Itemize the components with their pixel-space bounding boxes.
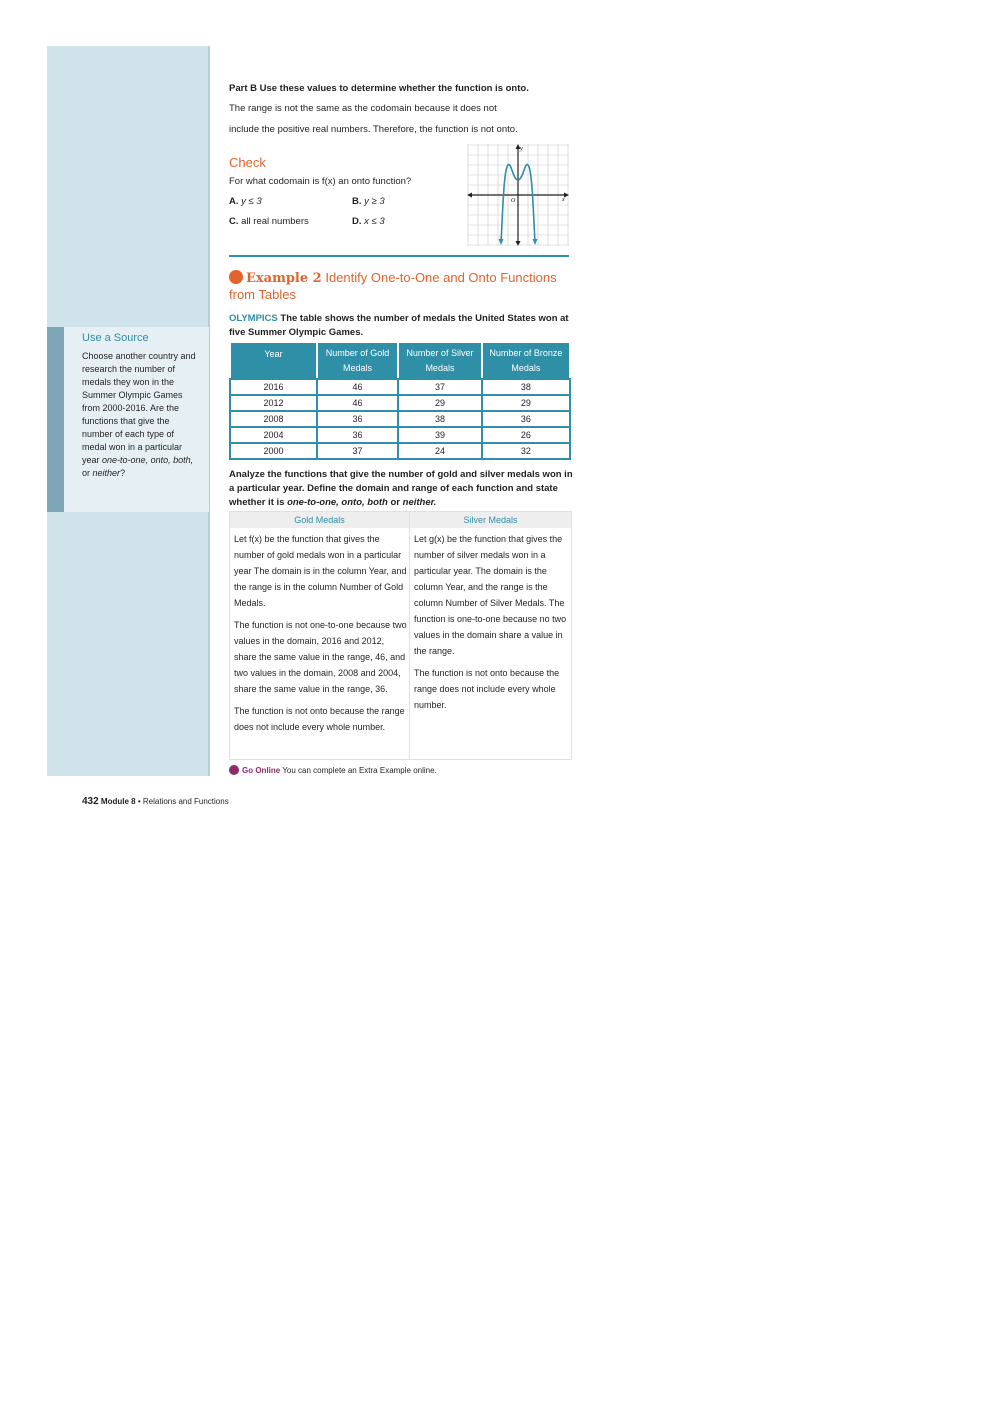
cell: 36 bbox=[317, 427, 398, 443]
header-gold: Number of Gold Medals bbox=[317, 342, 398, 379]
use-a-source-bar bbox=[47, 327, 64, 512]
table-row bbox=[230, 427, 570, 443]
cell: 46 bbox=[317, 379, 398, 395]
cell: 2016 bbox=[230, 379, 317, 395]
header-bronze: Number of Bronze Medals bbox=[482, 342, 570, 379]
table-header-row bbox=[230, 342, 570, 379]
check-question: For what codomain is f(x) an onto function? bbox=[229, 176, 412, 187]
use-a-source-body: Choose another country and research the number of medals they won in the Summer Olympic Games from 2000-2016. Are the functions that give the number of each type of medal won in a particular year one-to-one, onto, both, or neither? bbox=[82, 351, 196, 478]
analyze-prompt: Analyze the functions that give the number of gold and silver medals won in a particular year. Define the domain and range of each function and state whether it is one-to-one, onto, both or neither. bbox=[229, 469, 573, 508]
cell: 26 bbox=[482, 427, 570, 443]
header-year: Year bbox=[230, 342, 317, 379]
example-prompt: OLYMPICS The table shows the number of medals the United States won at five Summer Olympic Games. bbox=[229, 313, 569, 338]
silver-paragraph-2: The function is not onto because the range does not include every whole number. bbox=[414, 668, 560, 710]
footer-topic: Relations and Functions bbox=[142, 797, 229, 806]
cell: 36 bbox=[482, 411, 570, 427]
section-divider bbox=[229, 255, 569, 257]
go-online-note[interactable]: Go Online You can complete an Extra Example online. bbox=[229, 765, 437, 775]
silver-column bbox=[414, 531, 569, 719]
part-b-line-1: The range is not the same as the codomain because it does not bbox=[229, 103, 497, 114]
column-divider bbox=[409, 512, 410, 759]
origin-label: O bbox=[511, 198, 516, 204]
cell: 38 bbox=[482, 379, 570, 395]
check-graph bbox=[467, 144, 569, 246]
silver-header: Silver Medals bbox=[410, 512, 571, 528]
cell: 46 bbox=[317, 395, 398, 411]
cell: 32 bbox=[482, 443, 570, 459]
gold-paragraph-1: Let f(x) be the function that gives the number of gold medals won in a particular year The domain is in the column Year, and the range is in the column Number of Gold Medals. bbox=[234, 534, 407, 608]
option-a[interactable]: A. y ≤ 3 bbox=[229, 196, 262, 207]
use-a-source-title: Use a Source bbox=[82, 332, 149, 344]
cell: 24 bbox=[398, 443, 482, 459]
medals-table bbox=[229, 341, 571, 460]
header-silver: Number of Silver Medals bbox=[398, 342, 482, 379]
part-b-heading: Part B Use these values to determine whether the function is onto. bbox=[229, 83, 529, 94]
footer-separator: • bbox=[137, 797, 141, 806]
part-b-line-2: include the positive real numbers. Therefore, the function is not onto. bbox=[229, 124, 518, 135]
silver-paragraph-1: Let g(x) be the function that gives the number of silver medals won in a particular year. The domain is the column Year, and the range is the column Number of Silver Medals. The function is one-to-one because no two values in the domain share a value in the range. bbox=[414, 534, 567, 656]
option-b[interactable]: B. y ≥ 3 bbox=[352, 196, 385, 207]
cell: 37 bbox=[317, 443, 398, 459]
table-row bbox=[230, 379, 570, 395]
globe-icon bbox=[229, 270, 243, 284]
graph-axes bbox=[470, 147, 566, 243]
cell: 29 bbox=[482, 395, 570, 411]
table-row bbox=[230, 411, 570, 427]
page-number: 432 bbox=[82, 796, 99, 807]
gold-paragraph-3: The function is not onto because the range does not include every whole number. bbox=[234, 706, 405, 732]
cell: 2000 bbox=[230, 443, 317, 459]
y-axis-label: y bbox=[520, 146, 523, 152]
page-footer bbox=[82, 796, 229, 807]
cell: 29 bbox=[398, 395, 482, 411]
table-row bbox=[230, 443, 570, 459]
cell: 2008 bbox=[230, 411, 317, 427]
cell: 2004 bbox=[230, 427, 317, 443]
cell: 36 bbox=[317, 411, 398, 427]
x-axis-label: x bbox=[562, 197, 565, 203]
option-d[interactable]: D. x ≤ 3 bbox=[352, 216, 385, 227]
gold-header: Gold Medals bbox=[230, 512, 409, 528]
cell: 38 bbox=[398, 411, 482, 427]
gold-paragraph-2: The function is not one-to-one because two values in the domain, 2016 and 2012, share the same value in the range, 46, and two values in the domain, 2008 and 2004, share the same value in the range, 36. bbox=[234, 620, 407, 694]
comparison-table bbox=[229, 511, 572, 760]
cursor-icon bbox=[229, 765, 239, 775]
gold-column bbox=[234, 531, 408, 741]
cell: 39 bbox=[398, 427, 482, 443]
table-row bbox=[230, 395, 570, 411]
option-c[interactable]: C. all real numbers bbox=[229, 216, 309, 227]
check-title: Check bbox=[229, 155, 266, 170]
cell: 2012 bbox=[230, 395, 317, 411]
cell: 37 bbox=[398, 379, 482, 395]
module-label: Module 8 bbox=[100, 797, 136, 806]
example-title: Example 2 Identify One-to-One and Onto Functions from Tables bbox=[229, 270, 557, 302]
